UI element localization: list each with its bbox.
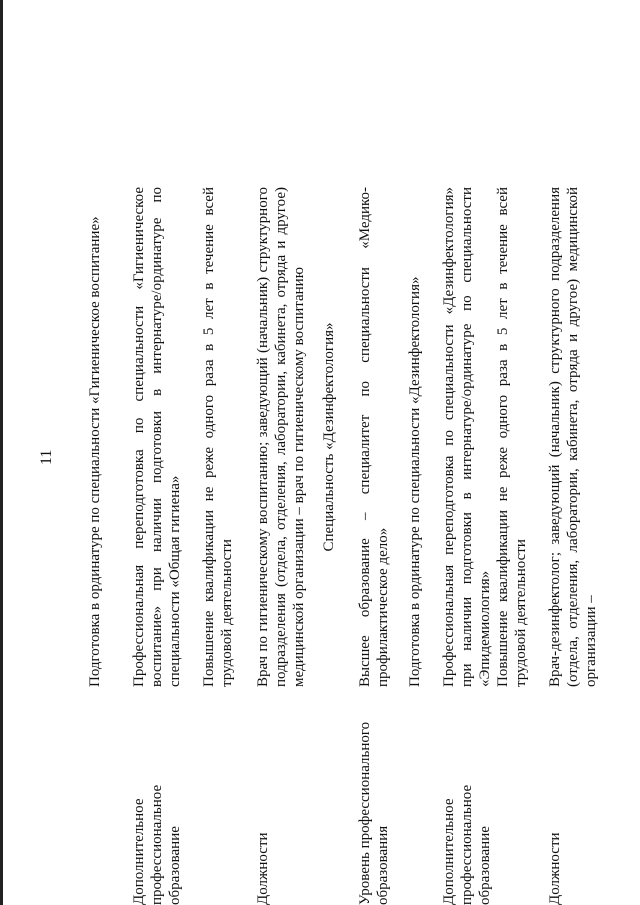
text-dolzhnosti-dezinf: Врач-дезинфектолог; заведующий (начальник) структурного подразделения (отдела, отделения, лаборатории, кабинета, отряда и другое) медицинской организации – <box>547 187 599 687</box>
label-dpo-1: Дополнительное профессиональное образование <box>131 784 183 905</box>
text-vysshee-obrazovanie: Высшее образование – специалитет по специальности «Медико-профилактическое дело» <box>357 187 391 687</box>
text-dolzhnosti-gigien: Врач по гигиеническому воспитанию; заведующий (начальник) структурного подразделения (отдела, отделения, лаборатории, кабинета, отряда и другое) медицинской организации – врач по гигиеническому воспитанию <box>255 187 307 687</box>
text-ordinatura-dezinf: Подготовка в ординатуре по специальности «Дезинфектология» <box>407 276 423 687</box>
text-povyshenie-2: Повышение квалификации не реже одного раза в 5 лет в течение всей трудовой деятельности <box>495 187 529 687</box>
label-dpo-2: Дополнительное профессиональное образование <box>441 784 493 905</box>
text-ordinatura-gigien: Подготовка в ординатуре по специальности «Гигиеническое воспитание» <box>87 216 103 687</box>
label-uroven-obrazovaniya: Уровень профессионального образования <box>357 721 391 905</box>
label-dolzhnosti-1: Должности <box>255 832 271 905</box>
text-perepodgotovka-dezinf: Профессиональная переподготовка по специальности «Дезинфектология» при наличии подготовки в интернатуре/ординатуре по специальности «Эпидемиология» <box>441 187 493 687</box>
text-perepodgotovka-gigien: Профессиональная переподготовка по специальности «Гигиеническое воспитание» при наличии подготовки в интернатуре/ординатуре по специальности «Общая гигиена» <box>131 187 183 687</box>
label-dolzhnosti-2: Должности <box>547 832 563 905</box>
page-number: 11 <box>38 449 55 465</box>
text-povyshenie-1: Повышение квалификации не реже одного раза в 5 лет в течение всей трудовой деятельности <box>201 187 235 687</box>
heading-dezinfektologiya: Специальность «Дезинфектология» <box>321 322 337 552</box>
